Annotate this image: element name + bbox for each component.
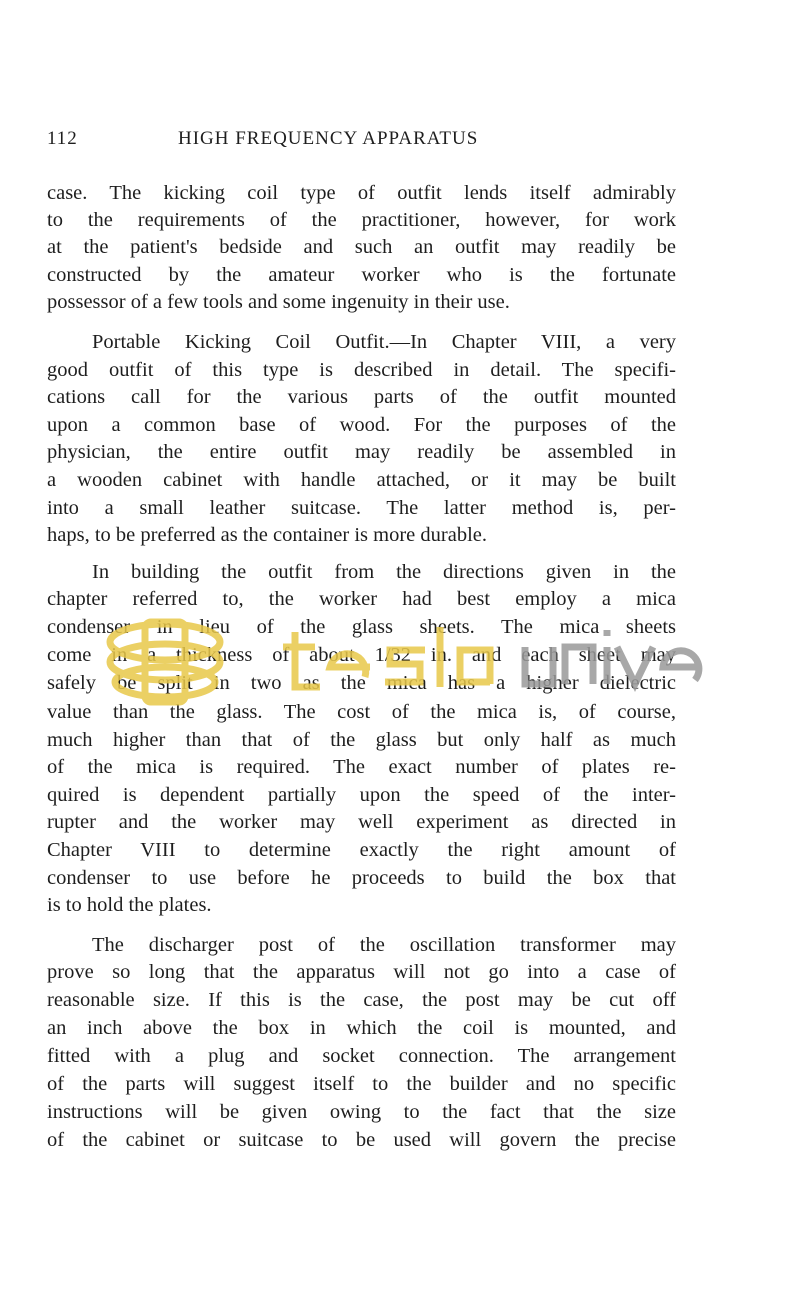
text-line: value than the glass. The cost of the mica is, of course, xyxy=(47,701,676,723)
text-line: at the patient's bedside and such an outfit may readily be xyxy=(47,236,676,258)
text-line: In building the outfit from the directions given in the xyxy=(92,561,676,583)
text-line: physician, the entire outfit may readily be assembled in xyxy=(47,441,676,463)
text-line: instructions will be given owing to the fact that the size xyxy=(47,1101,676,1123)
text-line: The discharger post of the oscillation transformer may xyxy=(92,934,676,956)
text-line: case. The kicking coil type of outfit lends itself admirably xyxy=(47,182,676,204)
text-line: condenser in lieu of the glass sheets. The mica sheets xyxy=(47,616,676,638)
text-line: rupter and the worker may well experiment as directed in xyxy=(47,811,676,833)
text-line: an inch above the box in which the coil is mounted, and xyxy=(47,1017,676,1039)
page-number: 112 xyxy=(47,128,78,149)
text-line: much higher than that of the glass but only half as much xyxy=(47,729,676,751)
running-title: HIGH FREQUENCY APPARATUS xyxy=(178,128,479,149)
text-line: good outfit of this type is described in detail. The specifi- xyxy=(47,359,676,381)
text-line: of the cabinet or suitcase to be used will govern the precise xyxy=(47,1129,676,1151)
text-line: condenser to use before he proceeds to build the box that xyxy=(47,867,676,889)
text-line: constructed by the amateur worker who is the fortunate xyxy=(47,264,676,286)
text-line: of the parts will suggest itself to the builder and no specific xyxy=(47,1073,676,1095)
text-line: possessor of a few tools and some ingenuity in their use. xyxy=(47,291,510,313)
text-line: quired is dependent partially upon the speed of the inter- xyxy=(47,784,676,806)
text-line: is to hold the plates. xyxy=(47,894,212,916)
text-line: prove so long that the apparatus will not go into a case of xyxy=(47,961,676,983)
text-line: into a small leather suitcase. The latter method is, per- xyxy=(47,497,676,519)
text-line: of the mica is required. The exact number of plates re- xyxy=(47,756,676,778)
text-line: upon a common base of wood. For the purposes of the xyxy=(47,414,676,436)
text-line: come in a thickness of about 1/32 in. and each sheet may xyxy=(47,644,676,666)
text-line: reasonable size. If this is the case, the post may be cut off xyxy=(47,989,676,1011)
text-line: to the requirements of the practitioner, however, for work xyxy=(47,209,676,231)
text-line: haps, to be preferred as the container is more durable. xyxy=(47,524,487,546)
text-line: Portable Kicking Coil Outfit.—In Chapter VIII, a very xyxy=(92,331,676,353)
text-line: chapter referred to, the worker had best employ a mica xyxy=(47,588,676,610)
text-line: Chapter VIII to determine exactly the right amount of xyxy=(47,839,676,861)
text-line: safely be split in two as the mica has a higher dielectric xyxy=(47,672,676,694)
text-line: cations call for the various parts of the outfit mounted xyxy=(47,386,676,408)
text-line: fitted with a plug and socket connection. The arrangement xyxy=(47,1045,676,1067)
text-line: a wooden cabinet with handle attached, or it may be built xyxy=(47,469,676,491)
